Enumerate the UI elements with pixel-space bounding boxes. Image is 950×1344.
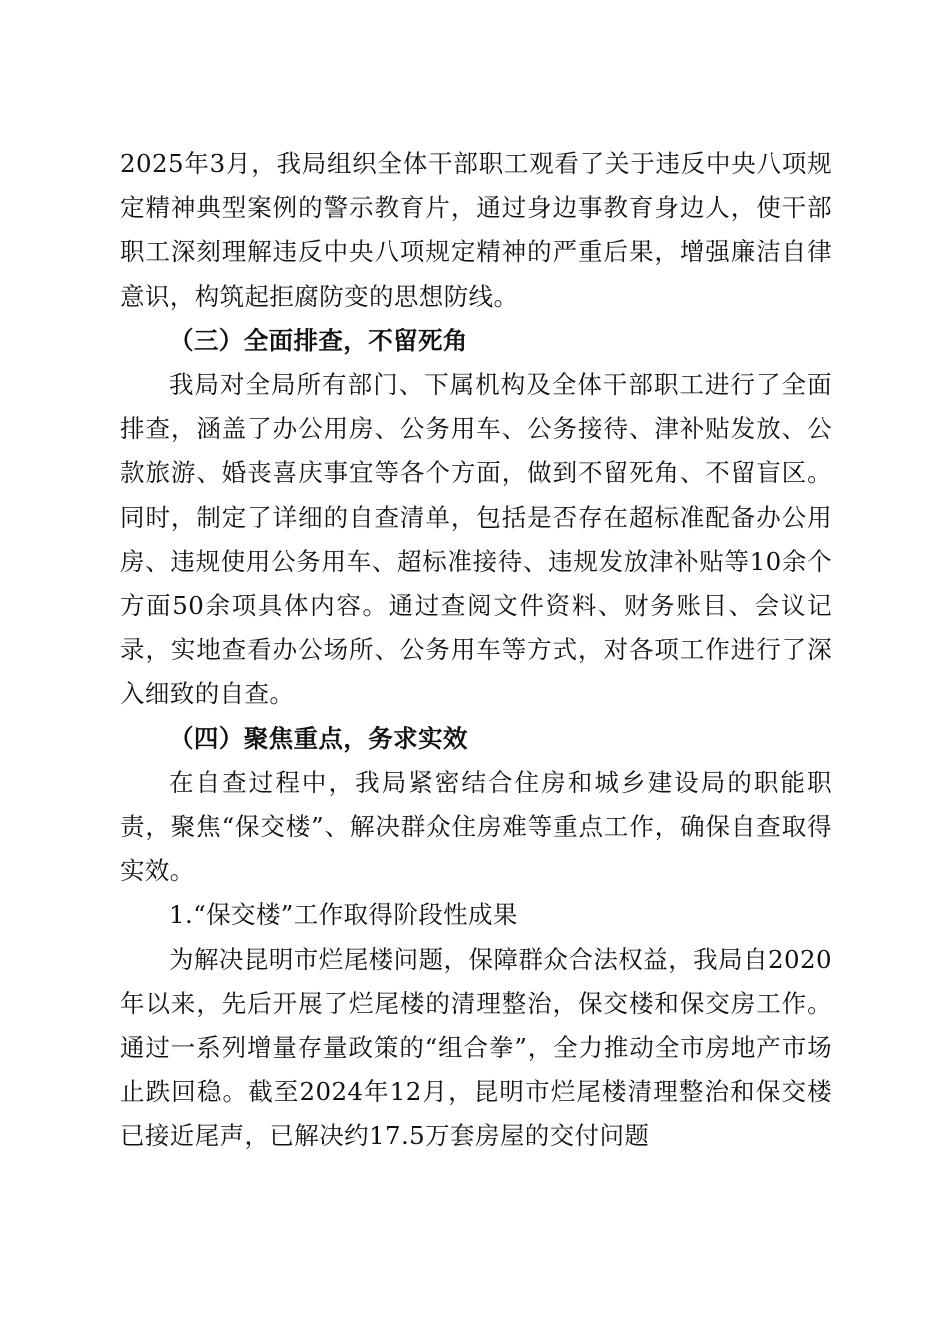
- subheading-1: 1.“保交楼”工作取得阶段性成果: [169, 900, 518, 930]
- paragraph-warning-education: 2025年3月，我局组织全体干部职工观看了关于违反中央八项规定精神典型案例的警示教育片，通过身边事教育身边人，使干部职工深刻理解违反中央八项规定精神的严重后果，增强廉洁自律意识，构筑起拒腐防变的思想防线。: [120, 149, 832, 311]
- document-body: [120, 142, 832, 1159]
- paragraph-housing-delivery: 为解决昆明市烂尾楼问题，保障群众合法权益，我局自2020年以来，先后开展了烂尾楼的清理整治，保交楼和保交房工作。通过一系列增量存量政策的“组合拳”，全力推动全市房地产市场止跌回稳。截至2024年12月，昆明市烂尾楼清理整治和保交楼已接近尾声，已解决约17.5万套房屋的交付问题: [120, 944, 832, 1151]
- section-heading-3: （三）全面排查，不留死角: [169, 325, 468, 355]
- paragraph-focus-key-work: 在自查过程中，我局紧密结合住房和城乡建设局的职能职责，聚焦“保交楼”、解决群众住房难等重点工作，确保自查取得实效。: [120, 767, 832, 886]
- section-heading-4: （四）聚焦重点，务求实效: [169, 723, 468, 753]
- paragraph-comprehensive-check: 我局对全局所有部门、下属机构及全体干部职工进行了全面排查，涵盖了办公用房、公务用车、公务接待、津补贴发放、公款旅游、婚丧喜庆事宜等各个方面，做到不留死角、不留盲区。同时，制定了详细的自查清单，包括是否存在超标准配备办公用房、违规使用公务用车、超标准接待、违规发放津补贴等10余个方面50余项具体内容。通过查阅文件资料、财务账目、会议记录，实地查看办公场所、公务用车等方式，对各项工作进行了深入细致的自查。: [120, 370, 832, 709]
